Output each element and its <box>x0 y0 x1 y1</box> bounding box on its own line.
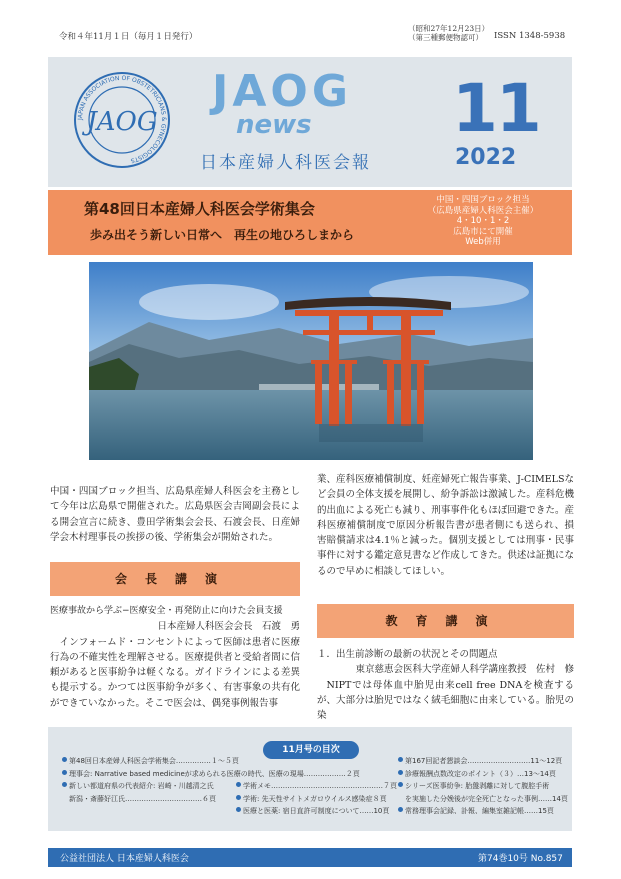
bullet-icon <box>62 757 67 762</box>
issue-date: 令和４年11月１日（毎月１日発行） <box>59 32 198 42</box>
article-body-right: 業、産科医療補償制度、妊産婦死亡報告事業、J-CIMELSなど会員の全体支援を展開し、紛争訴訟は激減した。産科危機的出血による死亡も減り、刑事事件化もほぼ回避できた。産科医療補償制度で原因分析報告書が患者側にも送られ、損害賠償請求は4.1％と減った。個別支援としては刑事・民事事件に対する鑑定意見書など作成してきた。供述は証拠になるので早めに相談してほしい。 <box>317 474 574 577</box>
logo-ring-text: JAPAN ASSOCIATION OF OBSTETRICIANS & GYNECOLOGISTS <box>76 74 168 165</box>
toc-column-2 <box>236 780 396 818</box>
jaog-logo <box>72 70 172 170</box>
feature-info-line: 4・10・1・2 <box>456 216 510 226</box>
issue-number: 11 <box>452 70 540 147</box>
feature-title: 第48回日本産婦人科医会学術集会 <box>84 200 315 218</box>
toc-item[interactable]: 新潟・斎藤好江氏……………………………６頁 <box>69 794 216 803</box>
bullet-icon <box>62 770 67 775</box>
section-heading-education-lecture: 教育講演 <box>317 604 574 638</box>
bullet-icon <box>398 782 403 787</box>
postal-line-1: （昭和27年12月23日） <box>408 24 490 33</box>
feature-info-line: Web併用 <box>465 237 501 247</box>
bullet-icon <box>236 795 241 800</box>
lecture-body: NIPTでは母体血中胎児由来cell free DNAを検査するが、大部分は胎児ではなく絨毛細胞に由来している。胎児の染 <box>317 679 574 722</box>
bullet-icon <box>236 782 241 787</box>
lecture-speaker: 日本産婦人科医会会長 石渡 勇 <box>157 621 300 633</box>
toc-title: 11月号の目次 <box>263 741 359 759</box>
section-heading-presidential-lecture: 会長講演 <box>50 562 300 596</box>
toc-item[interactable]: を実施した分娩後が完全死亡となった事例……14頁 <box>405 794 568 803</box>
lecture-body: インフォームド・コンセントによって医師は患者に医療行為の不確実性を理解させる。医療提供者と受給者間に信頼があると医事紛争は軽くなる。ガイドラインによる差異も提示する。かつては医事紛争が多く、有害事象の共有化ができていなかった。そこで医会は、偶発事例報告事 <box>50 636 300 709</box>
toc-column-3 <box>398 755 566 818</box>
publisher-name: 公益社団法人 日本産婦人科医会 <box>60 854 189 864</box>
toc-item[interactable]: 新しい都道府県の代表紹介: 岩崎・川越清之氏 <box>62 780 234 793</box>
masthead-title: JAOG <box>212 66 352 117</box>
feature-info-line: 中国・四国ブロック担当 <box>436 195 530 205</box>
toc-item[interactable]: 理事会: Narrative based medicineが求められる医療の時代、医療の現場………………２頁 <box>62 768 234 781</box>
lecture-title: １．出生前診断の最新の状況とその問題点 <box>317 649 498 660</box>
presidential-lecture <box>50 604 300 711</box>
feature-info-line: 広島市にて開催 <box>453 226 513 237</box>
issue-year: 2022 <box>455 145 517 170</box>
bullet-icon <box>398 770 403 775</box>
feature-info <box>414 195 552 248</box>
bullet-icon <box>398 807 403 812</box>
toc-item[interactable]: 学術メモ…………………………………………７頁 <box>236 780 396 793</box>
volume-issue: 第74巻10号 No.857 <box>478 854 563 864</box>
bullet-icon <box>62 782 67 787</box>
education-lecture <box>317 647 574 723</box>
toc-item[interactable]: 学術: 先天性サイトメガロウイルス感染症８頁 <box>236 793 396 806</box>
postal-line-2: （第三種郵便物認可） <box>408 33 483 42</box>
toc-item[interactable]: 第167回記者懇談会………………………11〜12頁 <box>398 755 566 768</box>
logo-monogram: JAOG <box>86 107 158 137</box>
toc-item[interactable]: 診療報酬点数改定のポイント（３）…13〜14頁 <box>398 768 566 781</box>
torii-gate-photo <box>89 262 533 460</box>
masthead-subtitle: news <box>236 110 312 140</box>
article-intro: 中国・四国ブロック担当、広島県産婦人科医会を主務として今年は広島県で開催された。広島県医会吉岡副会長による開会宣言に続き、豊田学術集会会長、石渡会長、日産婦学会木村理事長の挨拶の後、学術集会が開始された。 <box>50 486 300 543</box>
feature-subtitle: 歩み出そう新しい日常へ 再生の地ひろしまから <box>90 228 355 242</box>
bullet-icon <box>398 757 403 762</box>
lecture-title: 医療事故から学ぶ−医療安全・再発防止に向けた会員支援 <box>50 606 283 616</box>
journal-name: 日本産婦人科医会報 <box>200 153 371 173</box>
toc-item[interactable]: 医療と医薬: 宿日直許可制度について……10頁 <box>236 805 396 818</box>
lecture-speaker: 東京慈恵会医科大学産婦人科学講座教授 佐村 修 <box>355 664 574 676</box>
toc-item[interactable]: 常務理事会記録、訃報、編集室雑記帳……15頁 <box>398 805 566 818</box>
toc-item[interactable]: 第48回日本産婦人科医会学術集会……………１〜５頁 <box>62 755 234 768</box>
bullet-icon <box>236 807 241 812</box>
postal-permit <box>408 24 489 42</box>
issn: ISSN 1348-5938 <box>494 31 566 41</box>
feature-info-line: （広島県産婦人科医会主催） <box>427 205 539 216</box>
toc-item[interactable]: シリーズ医事紛争: 胎盤剥離に対して腹腔手術 <box>398 780 566 793</box>
